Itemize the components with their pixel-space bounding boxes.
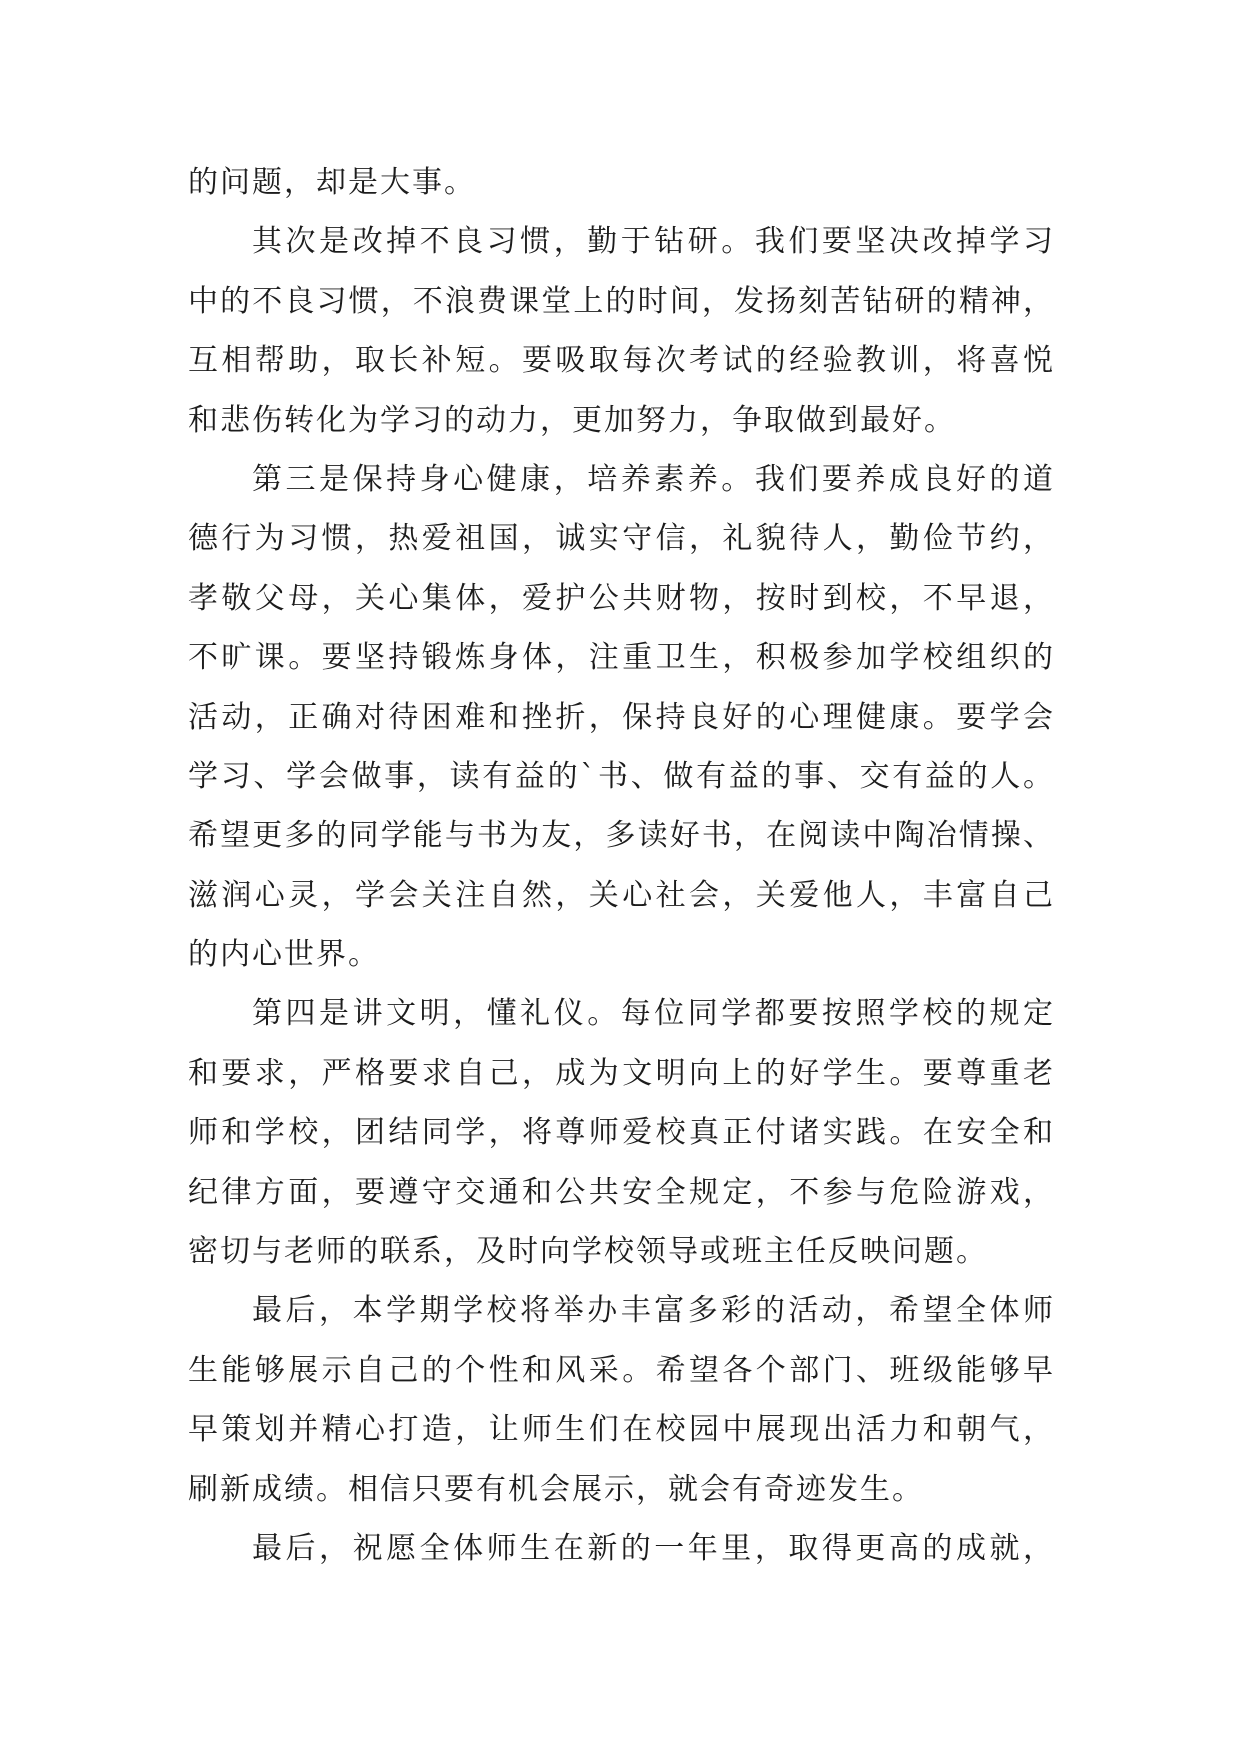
text-line: 第三是保持身心健康，培养素养。我们要养成良好的道 <box>252 461 1053 497</box>
text-line: 生能够展示自己的个性和风采。希望各个部门、班级能够早 <box>188 1352 1053 1388</box>
text-line: 希望更多的同学能与书为友，多读好书，在阅读中陶冶情操、 <box>188 818 1053 854</box>
text-line: 活动，正确对待困难和挫折，保持良好的心理健康。要学会 <box>188 699 1053 735</box>
paragraph-closing-wishes <box>188 1519 1053 1578</box>
text-line: 密切与老师的联系，及时向学校领导或班主任反映问题。 <box>188 1234 988 1270</box>
text-line: 刷新成绩。相信只要有机会展示，就会有奇迹发生。 <box>188 1471 924 1507</box>
text-line: 纪律方面，要遵守交通和公共安全规定，不参与危险游戏， <box>188 1174 1053 1210</box>
text-line: 学习、学会做事，读有益的`书、做有益的事、交有益的人。 <box>188 758 1053 794</box>
text-line: 师和学校，团结同学，将尊师爱校真正付诸实践。在安全和 <box>188 1115 1053 1151</box>
text-line: 的问题，却是大事。 <box>188 165 476 200</box>
text-line: 中的不良习惯，不浪费课堂上的时间，发扬刻苦钻研的精神， <box>188 283 1053 319</box>
paragraph-third-point <box>188 450 1053 985</box>
text-line: 互相帮助，取长补短。要吸取每次考试的经验教训，将喜悦 <box>188 343 1053 379</box>
text-line: 德行为习惯，热爱祖国，诚实守信，礼貌待人，勤俭节约， <box>188 521 1053 557</box>
text-line: 最后，祝愿全体师生在新的一年里，取得更高的成就， <box>252 1530 1053 1566</box>
text-line: 滋润心灵，学会关注自然，关心社会，关爱他人，丰富自己 <box>188 877 1053 913</box>
paragraph-second-point <box>188 212 1053 450</box>
text-line: 最后，本学期学校将举办丰富多彩的活动，希望全体师 <box>252 1293 1053 1329</box>
text-line: 和悲伤转化为学习的动力，更加努力，争取做到最好。 <box>188 402 956 438</box>
text-line: 早策划并精心打造，让师生们在校园中展现出活力和朝气， <box>188 1412 1053 1448</box>
document-body <box>188 153 1053 1578</box>
text-line: 不旷课。要坚持锻炼身体，注重卫生，积极参加学校组织的 <box>188 640 1053 676</box>
paragraph-activities <box>188 1281 1053 1519</box>
text-line: 第四是讲文明，懂礼仪。每位同学都要按照学校的规定 <box>252 996 1053 1032</box>
paragraph-fourth-point <box>188 984 1053 1281</box>
text-line: 和要求，严格要求自己，成为文明向上的好学生。要尊重老 <box>188 1055 1053 1091</box>
text-line: 孝敬父母，关心集体，爱护公共财物，按时到校，不早退， <box>188 580 1053 616</box>
text-line: 其次是改掉不良习惯，勤于钻研。我们要坚决改掉学习 <box>252 224 1053 260</box>
paragraph-continuation <box>188 153 1053 212</box>
text-line: 的内心世界。 <box>188 937 380 973</box>
